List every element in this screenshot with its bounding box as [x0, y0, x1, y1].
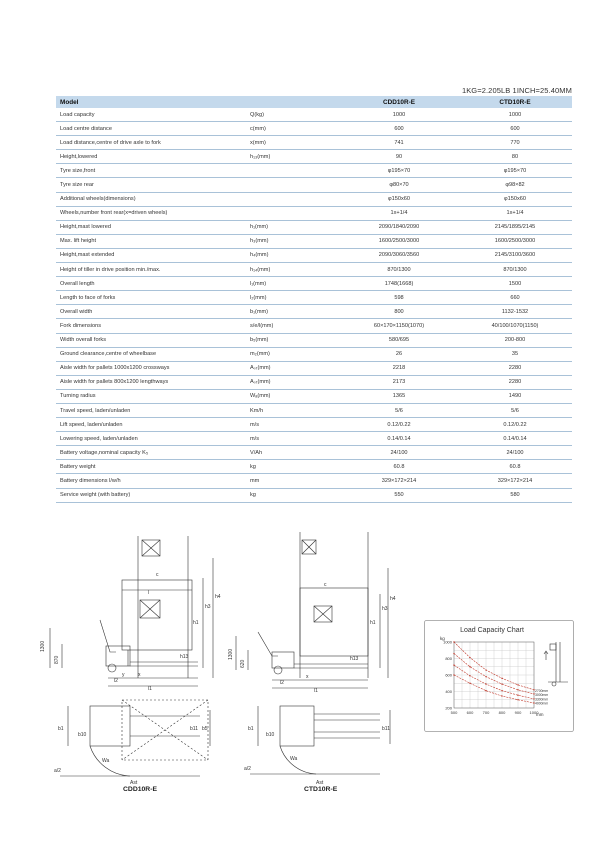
table-row: [56, 418, 572, 432]
series-point: [485, 690, 486, 691]
spec-ctd10r: 580: [458, 488, 572, 502]
spec-ctd10r: 1600/2500/3000: [458, 234, 572, 248]
spec-unit: kg: [250, 460, 340, 474]
table-row: [56, 446, 572, 460]
dim-l: l: [148, 590, 150, 596]
spec-cdd10r: 741: [340, 136, 458, 150]
spec-ctd10r: 600: [458, 122, 572, 136]
table-row: [56, 432, 572, 446]
spec-cdd10r: 1x+1/4: [340, 206, 458, 220]
dim-l2: l2: [114, 678, 118, 684]
header-model: Model: [56, 96, 250, 108]
spec-ctd10r: φ195×70: [458, 164, 572, 178]
spec-ctd10r: 1000: [458, 108, 572, 122]
dim-1300: 1300: [40, 640, 46, 652]
series-point: [453, 664, 454, 665]
spec-unit: l₁(mm): [250, 277, 340, 291]
dim-h1-r: h1: [370, 620, 376, 626]
spec-ctd10r: 24/100: [458, 446, 572, 460]
spec-unit: m/s: [250, 432, 340, 446]
spec-ctd10r: 329×172×214: [458, 474, 572, 488]
dim-l1-r: l1: [314, 688, 318, 694]
spec-label: Tyre size rear: [56, 178, 250, 192]
table-row: [56, 150, 572, 164]
dim-b11-r: b11: [382, 726, 390, 732]
left-drawing-label: CDD10R-E: [123, 786, 157, 793]
dim-b10: b10: [78, 732, 87, 738]
table-row: [56, 361, 572, 375]
spec-label: Max. lift height: [56, 234, 250, 248]
spec-ctd10r: 5/6: [458, 403, 572, 417]
spec-cdd10r: 329×172×214: [340, 474, 458, 488]
spec-cdd10r: 2090/3060/3560: [340, 248, 458, 262]
spec-label: Height of tiller in drive position min./max.: [56, 263, 250, 277]
spec-unit: b₁(mm): [250, 305, 340, 319]
spec-label: Ground clearance,centre of wheelbase: [56, 347, 250, 361]
spec-unit: m/s: [250, 418, 340, 432]
spec-ctd10r: 660: [458, 291, 572, 305]
spec-cdd10r: φ150x60: [340, 192, 458, 206]
spec-label: Height,mast lowered: [56, 220, 250, 234]
spec-cdd10r: 0.14/0.14: [340, 432, 458, 446]
dim-l1: l1: [148, 686, 152, 692]
dim-ast: Ast: [130, 780, 138, 786]
spec-label: Aisle width for pallets 1000x1200 crossways: [56, 361, 250, 375]
spec-cdd10r: 598: [340, 291, 458, 305]
spec-unit: V/Ah: [250, 446, 340, 460]
spec-label: Fork dimensions: [56, 319, 250, 333]
table-row: [56, 220, 572, 234]
spec-ctd10r: 35: [458, 347, 572, 361]
dim-wa-r: Wa: [290, 756, 298, 762]
table-row: [56, 234, 572, 248]
spec-cdd10r: 1000: [340, 108, 458, 122]
dim-wa: Wa: [102, 758, 110, 764]
spec-unit: m₂(mm): [250, 347, 340, 361]
spec-cdd10r: 5/6: [340, 403, 458, 417]
spec-cdd10r: 60×170×1150(1070): [340, 319, 458, 333]
dim-h3-r: h3: [382, 606, 388, 612]
spec-label: Load capacity: [56, 108, 250, 122]
table-row: [56, 277, 572, 291]
dim-h4: h4: [215, 594, 221, 600]
spec-ctd10r: 60.8: [458, 460, 572, 474]
dim-a2-r: a/2: [244, 766, 251, 772]
series-point: [485, 669, 486, 670]
cdd10r-top-view: [50, 696, 220, 788]
table-row: [56, 333, 572, 347]
spec-cdd10r: 24/100: [340, 446, 458, 460]
dim-h1: h1: [193, 620, 199, 626]
series-point: [485, 683, 486, 684]
legend-entry: 3300mm: [535, 697, 549, 702]
spec-unit: s/e/l(mm): [250, 319, 340, 333]
spec-unit: c(mm): [250, 122, 340, 136]
series-point: [485, 676, 486, 677]
series-point: [469, 675, 470, 676]
spec-label: Battery voltage,nominal capacity K₅: [56, 446, 250, 460]
spec-unit: kg: [250, 488, 340, 502]
spec-cdd10r: 600: [340, 122, 458, 136]
right-drawing-label: CTD10R-E: [304, 786, 338, 793]
spec-cdd10r: φ80×70: [340, 178, 458, 192]
table-row: [56, 488, 572, 502]
dim-ast-r: Ast: [316, 780, 324, 786]
x-tick-label: 500: [450, 710, 458, 715]
table-row: [56, 108, 572, 122]
spec-table: [56, 96, 572, 503]
spec-ctd10r: 1132-1532: [458, 305, 572, 319]
dim-620-r: 620: [240, 659, 246, 668]
spec-cdd10r: φ195×70: [340, 164, 458, 178]
series-point: [501, 678, 502, 679]
legend-entry: 4000mm: [535, 701, 549, 706]
spec-unit: h₁(mm): [250, 220, 340, 234]
cdd10r-side-view: [38, 528, 228, 698]
dim-h3: h3: [205, 604, 211, 610]
spec-ctd10r: 80: [458, 150, 572, 164]
spec-ctd10r: 2145/3100/3600: [458, 248, 572, 262]
series-point: [501, 683, 502, 684]
legend-entry: 3000mm: [535, 693, 549, 698]
spec-ctd10r: 0.12/0.22: [458, 418, 572, 432]
spec-cdd10r: 580/695: [340, 333, 458, 347]
spec-ctd10r: 1500: [458, 277, 572, 291]
table-row: [56, 178, 572, 192]
spec-ctd10r: 40/100/1070(1150): [458, 319, 572, 333]
spec-unit: [250, 164, 340, 178]
spec-label: Width overall forks: [56, 333, 250, 347]
spec-label: Tyre size,front: [56, 164, 250, 178]
spec-cdd10r: 2173: [340, 375, 458, 389]
spec-cdd10r: 2090/1840/2090: [340, 220, 458, 234]
spec-unit: [250, 192, 340, 206]
series-point: [517, 684, 518, 685]
series-point: [469, 683, 470, 684]
spec-unit: h₄(mm): [250, 248, 340, 262]
dim-b5: b5: [202, 726, 208, 732]
table-row: [56, 136, 572, 150]
table-row: [56, 403, 572, 417]
x-tick-label: 700: [482, 710, 490, 715]
dim-x-r: x: [306, 674, 309, 680]
spec-ctd10r: 0.14/0.14: [458, 432, 572, 446]
spec-cdd10r: 90: [340, 150, 458, 164]
y-tick-label: 1000: [443, 639, 452, 645]
y-tick-label: 800: [445, 656, 452, 661]
dim-x: x: [138, 672, 141, 678]
dim-b11: b11: [190, 726, 198, 732]
spec-cdd10r: 800: [340, 305, 458, 319]
spec-label: Overall width: [56, 305, 250, 319]
table-header-row: [56, 96, 572, 108]
x-tick-label: 900: [514, 710, 522, 715]
spec-cdd10r: 0.12/0.22: [340, 418, 458, 432]
chart-ylabel: kg: [440, 636, 445, 641]
dim-h13: h13: [180, 654, 189, 660]
spec-ctd10r: φ150x60: [458, 192, 572, 206]
spec-unit: Aₛₜ(mm): [250, 375, 340, 389]
spec-label: Battery dimensions l/w/h: [56, 474, 250, 488]
dim-l2-r: l2: [280, 680, 284, 686]
x-tick-label: 600: [466, 710, 474, 715]
table-row: [56, 305, 572, 319]
spec-label: Overall length: [56, 277, 250, 291]
spec-unit: [250, 206, 340, 220]
table-row: [56, 474, 572, 488]
spec-unit: Km/h: [250, 403, 340, 417]
table-row: [56, 164, 572, 178]
dim-1300-r: 1300: [228, 648, 234, 660]
units-note: 1KG=2.205LB 1INCH=25.40MM: [461, 86, 572, 95]
spec-label: Height,lowered: [56, 150, 250, 164]
series-point: [517, 689, 518, 690]
table-row: [56, 248, 572, 262]
series-point: [469, 657, 470, 658]
dim-h4-r: h4: [390, 596, 396, 602]
series-point: [469, 666, 470, 667]
spec-unit: [250, 178, 340, 192]
spec-cdd10r: 870/1300: [340, 263, 458, 277]
dim-b1-r: b1: [248, 726, 254, 732]
dim-h13-r: h13: [350, 656, 359, 662]
spec-unit: h₁₃(mm): [250, 150, 340, 164]
spec-ctd10r: 2280: [458, 361, 572, 375]
spec-cdd10r: 1600/2500/3000: [340, 234, 458, 248]
dim-b1: b1: [58, 726, 64, 732]
spec-label: Height,mast extended: [56, 248, 250, 262]
spec-label: Lift speed, laden/unladen: [56, 418, 250, 432]
spec-ctd10r: 1490: [458, 389, 572, 403]
spec-ctd10r: 1x+1/4: [458, 206, 572, 220]
spec-unit: Wₐ(mm): [250, 389, 340, 403]
table-row: [56, 206, 572, 220]
spec-unit: h₃(mm): [250, 234, 340, 248]
header-ctd10r: CTD10R-E: [458, 96, 572, 108]
table-row: [56, 347, 572, 361]
spec-label: Length to face of forks: [56, 291, 250, 305]
load-capacity-chart: [424, 620, 574, 732]
spec-unit: Q(kg): [250, 108, 340, 122]
spec-cdd10r: 60.8: [340, 460, 458, 474]
y-tick-label: 200: [445, 705, 452, 711]
series-point: [453, 674, 454, 675]
spec-unit: h₁₄(mm): [250, 263, 340, 277]
spec-label: Load centre distance: [56, 122, 250, 136]
table-row: [56, 389, 572, 403]
spec-label: Service weight (with battery): [56, 488, 250, 502]
spec-cdd10r: 2218: [340, 361, 458, 375]
header-unit: [250, 96, 340, 108]
table-row: [56, 192, 572, 206]
series-point: [517, 695, 518, 696]
legend-entry: 2700mm: [535, 689, 549, 693]
x-tick-label: 800: [498, 710, 506, 715]
spec-label: Wheels,number front rear(x=driven wheels): [56, 206, 250, 220]
spec-label: Load distance,centre of drive axle to fork: [56, 136, 250, 150]
y-tick-label: 400: [445, 689, 452, 694]
spec-cdd10r: 26: [340, 347, 458, 361]
ctd10r-top-view: [240, 696, 400, 788]
spec-ctd10r: φ98×82: [458, 178, 572, 192]
spec-ctd10r: 2145/1895/2145: [458, 220, 572, 234]
spec-label: Battery weight: [56, 460, 250, 474]
ctd10r-side-view: [228, 528, 418, 698]
spec-cdd10r: 1748(1668): [340, 277, 458, 291]
spec-ctd10r: 2280: [458, 375, 572, 389]
dim-c: c: [156, 572, 159, 578]
spec-unit: Aₛₜ(mm): [250, 361, 340, 375]
spec-unit: l₂(mm): [250, 291, 340, 305]
series-point: [453, 653, 454, 654]
spec-unit: b₅(mm): [250, 333, 340, 347]
dim-a2: a/2: [54, 768, 61, 774]
x-tick-label: 1000: [529, 710, 539, 715]
spec-cdd10r: 1365: [340, 389, 458, 403]
table-row: [56, 460, 572, 474]
series-point: [501, 695, 502, 696]
spec-ctd10r: 200-800: [458, 333, 572, 347]
y-tick-label: 600: [445, 672, 452, 678]
spec-ctd10r: 870/1300: [458, 263, 572, 277]
header-cdd10r: CDD10R-E: [340, 96, 458, 108]
spec-label: Travel speed, laden/unladen: [56, 403, 250, 417]
dim-870: 870: [54, 655, 60, 664]
spec-unit: x(mm): [250, 136, 340, 150]
series-point: [517, 699, 518, 700]
chart-title: Load Capacity Chart: [460, 627, 524, 634]
dim-c-r: c: [324, 582, 327, 588]
dim-b10-r: b10: [266, 732, 275, 738]
chart-xlabel: mm: [536, 712, 544, 717]
series-point: [453, 641, 454, 642]
spec-unit: mm: [250, 474, 340, 488]
series-point: [501, 690, 502, 691]
table-row: [56, 319, 572, 333]
spec-cdd10r: 550: [340, 488, 458, 502]
spec-label: Lowering speed, laden/unladen: [56, 432, 250, 446]
spec-label: Turning radius: [56, 389, 250, 403]
table-row: [56, 263, 572, 277]
spec-body: [56, 108, 572, 502]
table-row: [56, 122, 572, 136]
dim-y: y: [122, 672, 125, 678]
table-row: [56, 291, 572, 305]
spec-label: Additional wheels(dimensions): [56, 192, 250, 206]
table-row: [56, 375, 572, 389]
spec-label: Aisle width for pallets 800x1200 lengthways: [56, 375, 250, 389]
spec-ctd10r: 770: [458, 136, 572, 150]
